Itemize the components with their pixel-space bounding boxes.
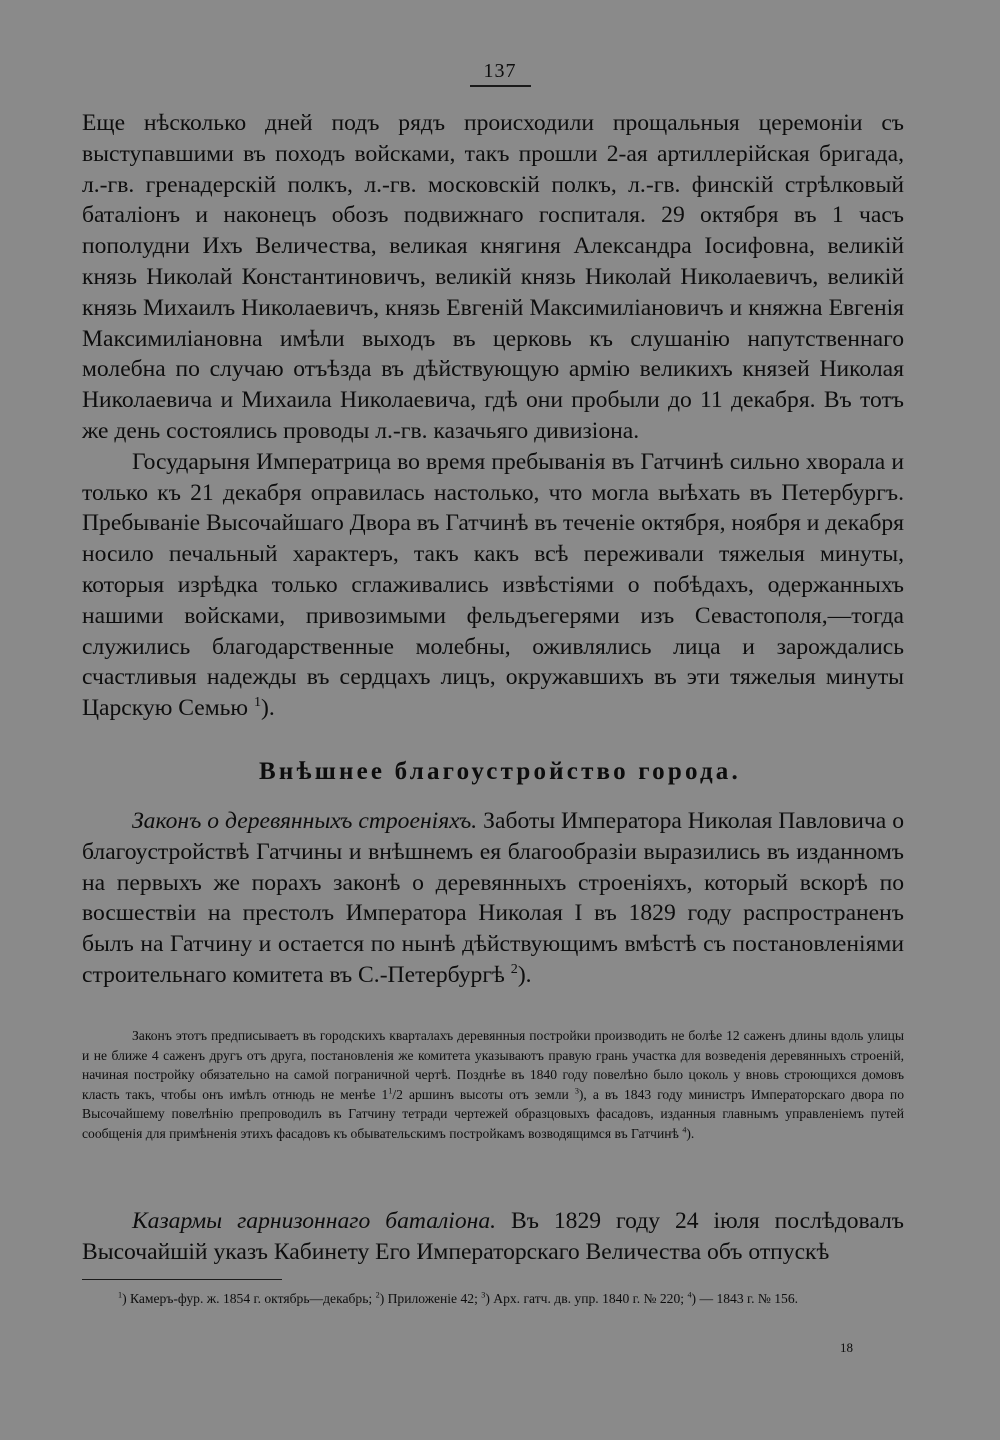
footnote-ref-4[interactable]: 4 xyxy=(682,1125,687,1135)
small-print-note xyxy=(82,1026,904,1144)
footnote-1: ) Камеръ-фур. ж. 1854 г. октябрь—декабрь; xyxy=(122,1291,373,1306)
footnotes xyxy=(82,1289,904,1309)
section-barracks xyxy=(82,1206,904,1268)
paragraph-2-text: Государыня Императрица во время пребыванія въ Гатчинѣ сильно хворала и только къ 21 декабря оправилась настолько, что могла выѣхать въ Петербургъ. Пребываніе Высочайшаго Двора въ Гатчинѣ въ теченіе октября, ноября и декабря носило печальный характеръ, такъ какъ всѣ переживали тяжелыя минуты, которыя изрѣдка только сглаживались извѣстіями о побѣдахъ, одержанныхъ нашими войсками, привозимыми фельдъегерями изъ Севастополя,—тогда служились благодарственные молебны, оживлялись лица и зарождались счастливыя надежды въ сердцахъ лицъ, окружавшихъ въ эти тяжелыя минуты Царскую Семью xyxy=(82,448,904,722)
footnote-mark-3: 3 xyxy=(481,1290,486,1300)
section-text-barracks: Въ 1829 году 24 іюля послѣдовалъ Высочайшій указъ Кабинету Его Императорскаго Величества объ отпускѣ xyxy=(82,1208,905,1265)
paragraph-barracks xyxy=(82,1206,904,1268)
footnote-mark-4: 4 xyxy=(687,1290,692,1300)
fraction-denominator: 2 xyxy=(396,1086,403,1102)
section-title-wooden: Законъ о деревянныхъ строеніяхъ. xyxy=(132,808,478,834)
fraction-numerator: 1 xyxy=(388,1086,393,1096)
section-title-barracks: Казармы гарнизоннаго баталіона. xyxy=(132,1208,497,1234)
section-text-wooden: Заботы Императора Николая Павловича о благоустройствѣ Гатчины и внѣшнемъ ея благообразіи выразились въ изданномъ на первыхъ же порахъ законѣ о деревянныхъ строеніяхъ, который вскорѣ по восшествіи на престолъ Императора Николая I въ 1829 году распространенъ былъ на Гатчину и остается по нынѣ дѣйствующимъ вмѣстѣ съ постановленіями строительнаго комитета въ С.-Петербургѣ xyxy=(82,808,904,988)
note-paragraph: Законъ этотъ предписываетъ въ городскихъ кварталахъ деревянныя постройки производить не болѣе 12 саженъ длины вдоль улицы и не ближе 4 саженъ другъ отъ друга, постановленія же комитета указываютъ правую грань участка для возведенія деревянныхъ строеній, начиная постройку обязательно на самой пограничной чертѣ. Позднѣе въ 1840 году повелѣно было цоколь у вновь строющихся домовъ класть такъ, чтобы онъ имѣлъ отнюдь не менѣе $1^1/2$ аршинъ высоты отъ земли $^3$), а въ 1843 году министръ Императорскаго двора по Высочайшему повелѣнію препроводилъ въ Гатчину тетради чертежей образцовыхъ фасадовъ, изданныя главнымъ управленіемъ путей сообщенія для примѣненія этихъ фасадовъ къ обывательскимъ постройкамъ возводящимся въ Гатчинѣ $^4$). xyxy=(82,1028,904,1141)
paragraph-2 xyxy=(82,447,904,724)
footnote-3: ) Арх. гатч. дв. упр. 1840 г. № 220; xyxy=(485,1291,685,1306)
footnote-ref-1[interactable]: 1 xyxy=(253,694,262,711)
paragraph-1: Еще нѣсколько дней подъ рядъ происходили прощальныя церемоніи съ выступавшими въ походъ войсками, такъ прошли 2-ая артиллерійская бригада, л.-гв. гренадерскій полкъ, л.-гв. московскій полкъ, л.-гв. финскій стрѣлковый баталіонъ и наконецъ обозъ подвижнаго госпиталя. 29 октября въ 1 часъ пополудни Ихъ Величества, великая княгиня Александра Іосифовна, великій князь Николай Константиновичъ, великій князь Николай Николаевичъ, великій князь Михаилъ Николаевичъ, князь Евгеній Максимиліановичъ и княжна Евгенія Максимиліановна имѣли выходъ въ церковь къ слушанію напутственнаго молебна по случаю отъѣзда въ дѣйствующую армію великихъ князей Николая Николаевича и Михаила Николаевича, гдѣ они пробыли до 11 декабря. Въ тотъ же день состоялись проводы л.-гв. казачьяго дивизіона. xyxy=(82,110,904,444)
footnote-ref-2[interactable]: 2 xyxy=(510,961,518,978)
note-part-3: ), а въ 1843 году министръ Императорскаго двора по Высочайшему повелѣнію препроводилъ въ Гатчину тетради чертежей образцовыхъ фасадовъ, изданныя главнымъ управленіемъ путей сообщенія для примѣненія этихъ фасадовъ къ обывательскимъ постройкамъ возводящимся въ Гатчинѣ xyxy=(82,1086,904,1141)
printer-signature: 18 xyxy=(840,1340,853,1355)
paragraph-wooden-law xyxy=(82,806,904,991)
main-text xyxy=(82,108,904,724)
footnote-mark-1: 1 xyxy=(118,1290,123,1300)
footnote-divider xyxy=(82,1279,282,1280)
section-wooden-buildings xyxy=(82,806,904,991)
note-part-2: аршинъ высоты отъ земли xyxy=(402,1086,569,1102)
footnote-lines xyxy=(82,1289,904,1309)
page-number-text: 137 xyxy=(470,60,531,87)
footnote-mark-2: 2 xyxy=(375,1290,380,1300)
paragraph-2-end: ). xyxy=(261,695,275,722)
footnote-ref-3[interactable]: 3 xyxy=(574,1086,579,1096)
footnote-2: ) Приложеніе 42; xyxy=(379,1291,478,1306)
note-end: ). xyxy=(686,1125,695,1141)
page-number xyxy=(0,60,1000,87)
footnote-4: ) — 1843 г. № 156. xyxy=(691,1291,799,1306)
section-heading: Внѣшнее благоустройство города. xyxy=(259,758,741,785)
section-text-wooden-end: ). xyxy=(517,961,532,988)
note-part-1: Законъ этотъ предписываетъ въ городскихъ кварталахъ деревянныя постройки производить не болѣе 12 саженъ длины вдоль улицы и не ближе 4 саженъ другъ отъ друга, постановленія же комитета указываютъ правую грань участка для возведенія деревянныхъ строеній, начиная постройку обязательно на самой пограничной чертѣ. Позднѣе въ 1840 году повелѣно было цоколь у вновь строющихся домовъ класть такъ, чтобы онъ имѣлъ отнюдь не менѣе 1 xyxy=(82,1028,904,1102)
